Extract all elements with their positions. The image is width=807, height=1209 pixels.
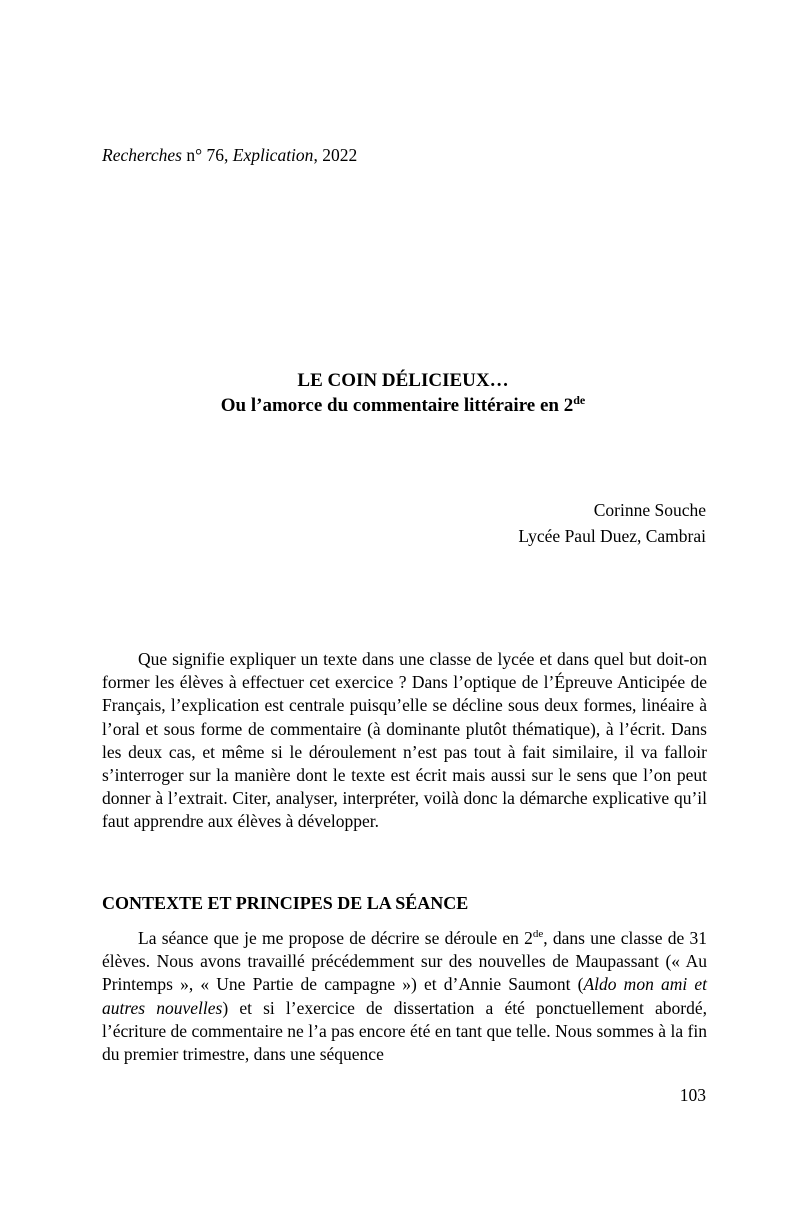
article-subtitle [100, 393, 706, 418]
author-block [518, 497, 706, 549]
running-header [102, 145, 357, 166]
issue-theme: Explication [232, 145, 314, 165]
article-title-block [100, 368, 706, 418]
subtitle-superscript: de [573, 393, 586, 407]
page-number: 103 [679, 1085, 706, 1105]
issue-year: , 2022 [313, 145, 358, 165]
book-title: Aldo mon ami et autres nouvelles [102, 974, 707, 1018]
section-heading: CONTEXTE ET PRINCIPES DE LA SÉANCE [102, 893, 469, 913]
article-title: LE COIN DÉLICIEUX… [297, 370, 509, 391]
section-paragraph-part-c: ) et si l’exercice de dissertation a été ponctuellement abordé, l’écriture de commentaire ne l’a pas encore été en tant que telle. Nous sommes à la fin du premier trimestre, dans une séquence [102, 997, 708, 1065]
section-paragraph-part-b: , dans une classe de 31 élèves. Nous avons travaillé précédemment sur des nouvelles de Maupassant (« Au Printemps », « Une Partie de campagne ») et d’Annie Saumont ( [102, 928, 707, 995]
issue-number: n° 76, [182, 145, 233, 165]
section-paragraph-part-a: La séance que je me propose de décrire se déroule en 2 [138, 928, 533, 948]
intro-paragraph: Que signifie expliquer un texte dans une classe de lycée et dans quel but doit-on former les élèves à effectuer cet exercice ? Dans l’optique de l’Épreuve Anticipée de Français, l’explication est centrale puisqu’elle se décline sous deux formes, linéaire à l’oral et sous forme de commentaire (à dominante plutôt thématique), à l’écrit. Dans les deux cas, et même si le déroulement n’est pas tout à fait similaire, il va falloir s’interroger sur la manière dont le texte est écrit mais aussi sur le sens que l’on peut donner à l’extrait. Citer, analyser, interpréter, voilà donc la démarche explicative qu’il faut apprendre aux élèves à développer. [102, 649, 707, 832]
journal-name: Recherches [102, 145, 182, 165]
subtitle-text: Ou l’amorce du commentaire littéraire en 2 [220, 395, 574, 416]
section-paragraph [102, 927, 707, 1066]
author-name: Corinne Souche [593, 500, 706, 520]
author-affiliation: Lycée Paul Duez, Cambrai [518, 526, 706, 546]
section-paragraph-superscript: de [532, 928, 544, 940]
